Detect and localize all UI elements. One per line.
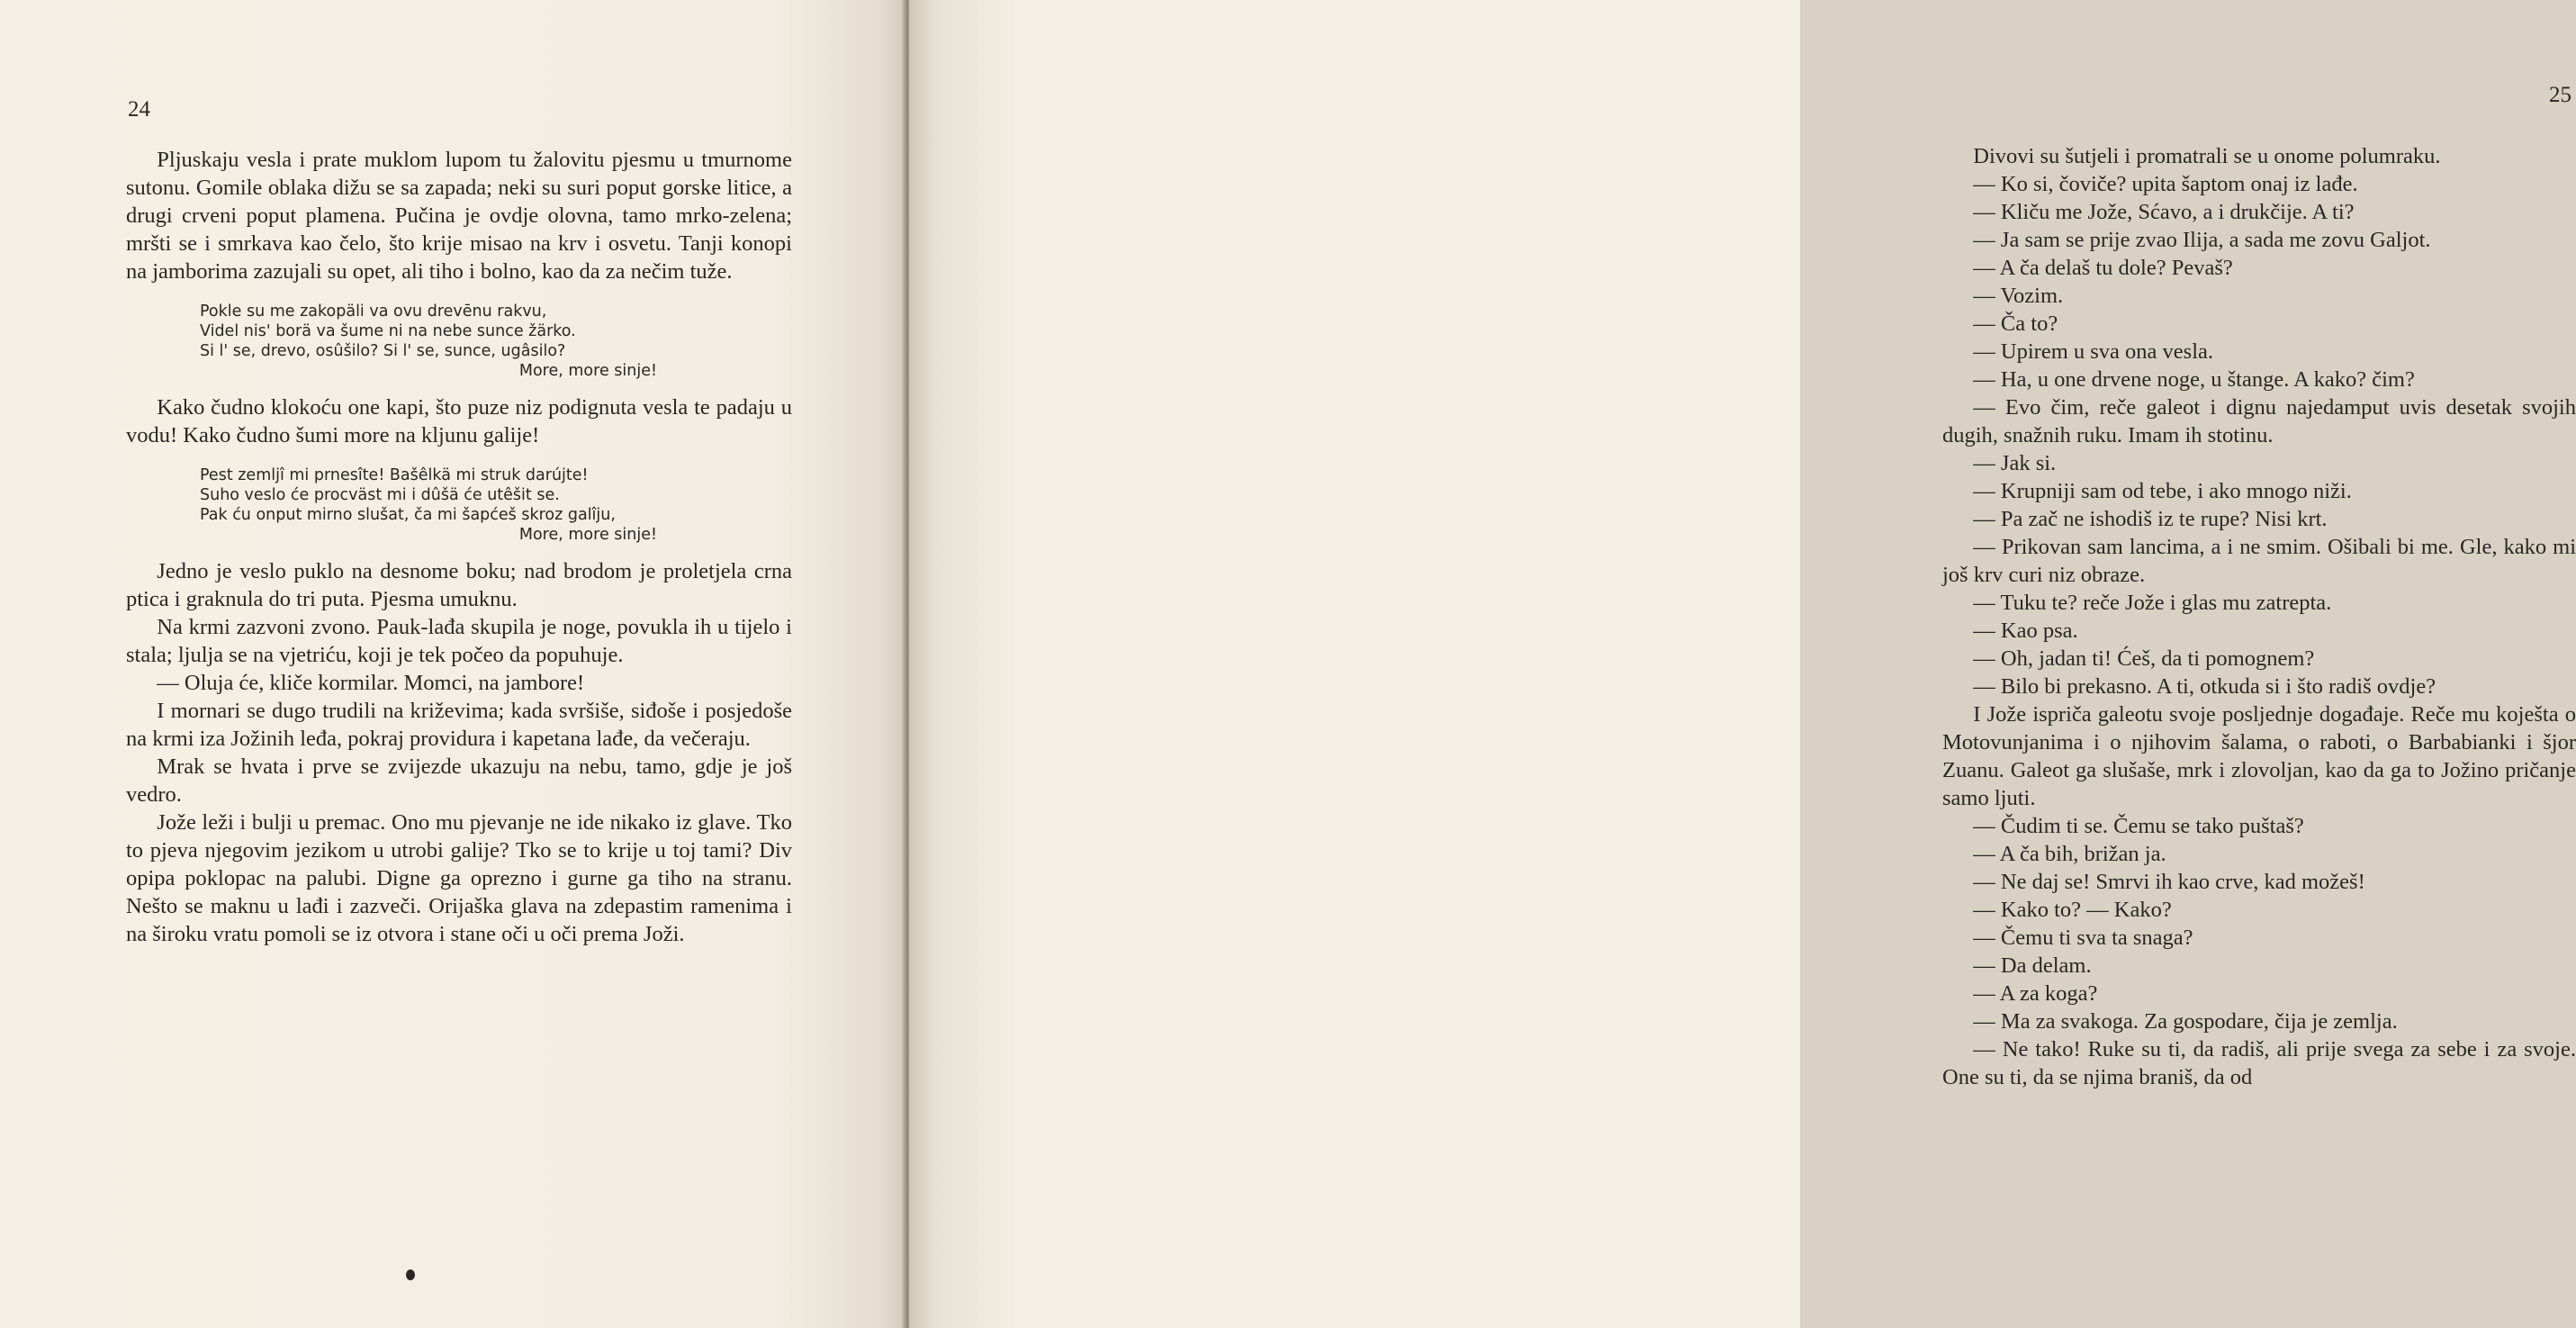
right-page: [909, 0, 2576, 1328]
dialogue-line: — Tuku te? reče Jože i glas mu zatrepta.: [1973, 591, 2332, 615]
paragraph: Na krmi zazvoni zvono. Pauk-lađa skupila je noge, povukla ih u tijelo i stala; ljulja se na vjetriću, koji je tek počeo da popuhuje.: [126, 615, 792, 667]
verse-block: [200, 302, 704, 381]
paragraph: Kako čudno klokoću one kapi, što puze niz podignuta vesla te padaju u vodu! Kako čudno šumi more na kljunu galije!: [126, 395, 792, 447]
dialogue-line: — A ča delaš tu dole? Pevaš?: [1973, 256, 2233, 280]
dialogue-line: — Ča to?: [1973, 312, 2058, 336]
page-number-right: 25: [2549, 83, 2571, 107]
verse-line: Videl nis' borä va šume ni na nebe sunce žärko.: [200, 322, 576, 340]
paragraph: — Oluja će, kliče kormilar. Momci, na jambore!: [157, 671, 585, 695]
left-page-text: [126, 146, 792, 948]
dialogue-line: — Kliču me Jože, Sćavo, a i drukčije. A ti?: [1973, 200, 2355, 224]
paragraph: Divovi su šutjeli i promatrali se u onome polumraku.: [1973, 144, 2441, 168]
dialogue-line: — Prikovan sam lancima, a i ne smim. Ošibali bi me. Gle, kako mi još krv curi niz obraze.: [1942, 535, 2576, 587]
dialogue-line: — Da delam.: [1973, 953, 2092, 978]
left-page: [0, 0, 909, 1328]
dialogue-line: — Ne daj se! Smrvi ih kao crve, kad možeš!: [1973, 870, 2365, 894]
verse-line: Pest zemljî mi prnesîte! Bašêlkä mi struk darújte!: [200, 466, 589, 484]
dialogue-line: — Bilo bi prekasno. A ti, otkuda si i što radiš ovdje?: [1973, 674, 2436, 699]
paragraph: Pljuskaju vesla i prate muklom lupom tu žalovitu pjesmu u tmurnome sutonu. Gomile oblaka dižu se sa zapada; neki su suri poput gorske litice, a drugi crveni poput plamena. Pučina je ovdje olovna, tamo mrko-zelena; mršti se i smrkava kao čelo, što krije misao na krv i osvetu. Tanji konopi na jamborima zazujali su opet, ali tiho i bolno, kao da za nečim tuže.: [126, 148, 792, 284]
verse-refrain: More, more sinje!: [518, 362, 657, 380]
dialogue-line: — Krupniji sam od tebe, i ako mnogo niži.: [1973, 479, 2352, 503]
paragraph: Jedno je veslo puklo na desnome boku; nad brodom je proletjela crna ptica i graknula do tri puta. Pjesma umuknu.: [126, 559, 792, 611]
dialogue-line: — Pa zač ne ishodiš iz te rupe? Nisi krt.: [1973, 507, 2328, 531]
dialogue-line: — A za koga?: [1973, 981, 2098, 1006]
verse-refrain: More, more sinje!: [518, 526, 657, 544]
right-page-text: [1942, 142, 2576, 1091]
dialogue-line: — Vozim.: [1973, 284, 2064, 308]
ink-spot: [406, 1269, 415, 1280]
dialogue-line: — A ča bih, brižan ja.: [1973, 842, 2166, 866]
dialogue-line: — Ko si, čoviče? upita šaptom onaj iz lađe.: [1973, 172, 2358, 196]
paragraph: Mrak se hvata i prve se zvijezde ukazuju na nebu, tamo, gdje je još vedro.: [126, 754, 792, 807]
page-number-left: 24: [128, 97, 150, 122]
paragraph: I mornari se dugo trudili na križevima; kada svršiše, siđoše i posjedoše na krmi iza Jožinih leđa, pokraj providura i kapetana lađe, da večeraju.: [126, 699, 792, 751]
dialogue-line: — Kako to? — Kako?: [1973, 898, 2172, 922]
verse-line: Si l' se, drevo, osûšilo? Si l' se, sunce, ugâsilo?: [200, 342, 566, 360]
dialogue-line: — Evo čim, reče galeot i dignu najedamput uvis desetak svojih dugih, snažnih ruku. Imam ih stotinu.: [1942, 395, 2576, 447]
dialogue-line: — Jak si.: [1973, 451, 2057, 475]
paragraph: Jože leži i bulji u premac. Ono mu pjevanje ne ide nikako iz glave. Tko to pjeva njegovim jezikom u utrobi galije? Tko se to krije u toj tami? Div opipa poklopac na palubi. Digne ga oprezno i gurne ga tiho na stranu. Nešto se maknu u lađi i zazveči. Orijaška glava na zdepastim ramenima i na široku vratu pomoli se iz otvora i stane oči u oči prema Joži.: [126, 810, 792, 946]
verse-line: Pokle su me zakopäli va ovu drevēnu rakvu,: [200, 303, 547, 321]
dialogue-line: — Čemu ti sva ta snaga?: [1973, 926, 2193, 950]
dialogue-line: — Upirem u sva ona vesla.: [1973, 339, 2214, 364]
dialogue-line: — Ha, u one drvene noge, u štange. A kako? čim?: [1973, 367, 2415, 392]
verse-line: Pak ću onput mirno slušat, ča mi šapćeš skroz galîju,: [200, 506, 616, 524]
dialogue-line: — Čudim ti se. Čemu se tako puštaš?: [1973, 814, 2304, 838]
dialogue-line: — Ja sam se prije zvao Ilija, a sada me zovu Galjot.: [1973, 228, 2431, 252]
verse-line: Suho veslo će procväst mi i dûšä će utêšit se.: [200, 486, 560, 504]
dialogue-line: — Oh, jadan ti! Ćeš, da ti pomognem?: [1973, 646, 2315, 671]
dialogue-line: — Kao psa.: [1973, 619, 2078, 643]
dialogue-line: — Ma za svakoga. Za gospodare, čija je zemlja.: [1973, 1009, 2398, 1034]
dialogue-line: I Jože ispriča galeotu svoje posljednje događaje. Reče mu koješta o Motovunjanima i o njihovim šalama, o raboti, o Barbabianki i šjor Zuanu. Galeot ga slušaše, mrk i zlovoljan, kao da ga to Jožino pričanje samo ljuti.: [1942, 702, 2576, 810]
dialogue-line: — Ne tako! Ruke su ti, da radiš, ali prije svega za sebe i za svoje. One su ti, da se njima braniš, da od: [1942, 1037, 2576, 1089]
verse-block: [200, 465, 704, 545]
